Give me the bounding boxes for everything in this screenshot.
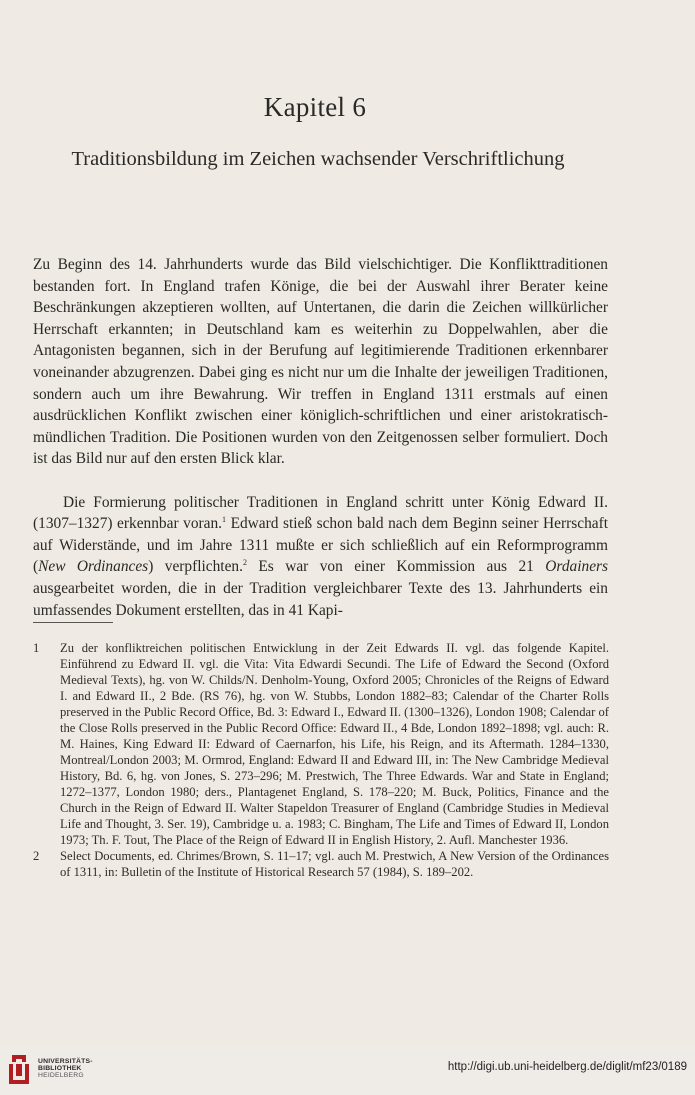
- footnote-2: [33, 848, 609, 880]
- library-name: UNIVERSITÄTS- BIBLIOTHEK HEIDELBERG: [38, 1058, 93, 1080]
- paragraph-2: Die Formierung politischer Traditionen in England schritt unter König Edward II. (1307–1327) erkennbar voran.$^1$ Edward stieß schon bald nach dem Beginn seiner Herrschaft auf Widerstände, und im Jahre 1311 mußte er sich schließlich auf ein Reformprogramm (New Ordinances) verpflichten.$^2$ Es war von einer Kommission aus 21 Ordainers ausgearbeitet worden, die in der Tradition vergleichbarer Texte des 13. Jahrhunderts ein umfassendes Dokument erstellten, das in 41 Kapi-: [33, 493, 609, 619]
- footnote-text: Select Documents, ed. Chrimes/Brown, S. 11–17; vgl. auch M. Prestwich, A New Version of the Ordinances of 1311, in: Bulletin of the Institute of Historical Research 57 (1984), S. 189–202.: [60, 849, 609, 879]
- footnotes: [33, 640, 609, 880]
- footnote-text: Zu der konfliktreichen politischen Entwicklung in der Zeit Edwards II. vgl. das folgende Kapitel. Einführend zu Edward II. vgl. die Vita: Vita Edwardi Secundi. The Life of Edward the Second (Oxford Medieval Texts), hg. von W. Childs/N. Denholm-Young, Oxford 2005; Chronicles of the Reigns of Edward I. and Edward II., 2 Bde. (RS 76), hg. von W. Stubbs, London 1882–83; Calendar of the Charter Rolls preserved in the Public Record Office, Bd. 3: Edward I., Edward II. (1300–1326), London 1908; Calendar of the Close Rolls preserved in the Public Record Office: Edward II., 4 Bde, London 1892–1898; vgl. auch: R. M. Haines, King Edward II: Edward of Caernarfon, his Life, his Reign, and its Aftermath. 1284–1330, Montreal/London 2003; M. Ormrod, England: Edward II and Edward III, in: The New Cambridge Medieval History, Bd. 6, hg. von Jones, S. 273–296; M. Prestwich, The Three Edwards. War and State in England; 1272–1377, London 1980; ders., Plantagenet England, S. 178–220; M. Buck, Politics, Finance and the Church in the Reign of Edward II. Walter Stapeldon Treasurer of England (Cambridge Studies in Medieval Life and Thought, 3. Ser. 19), Cambridge u. a. 1983; C. Bingham, The Life and Times of Edward II, London 1973; Th. F. Tout, The Place of the Reign of Edward II in English History, 2. Aufl. Manchester 1936.: [60, 641, 609, 847]
- footnote-number: 1: [33, 641, 40, 655]
- footnote-number: 2: [33, 849, 40, 863]
- footnote-ref-1[interactable]: 1: [222, 515, 227, 524]
- paragraph-1: Zu Beginn des 14. Jahrhunderts wurde das Bild vielschichtiger. Die Konflikttraditionen bestanden fort. In England trafen Könige, die bei der Auswahl ihrer Berater keine Beschränkungen akzeptieren wollten, auf Untertanen, die darin die Zeichen willkürlicher Herrschaft erkannten; in Deutschland kam es weiterhin zu Doppelwahlen, aber die Antagonisten begannen, sich in der Berufung auf legitimierende Traditionen erkennbarer voneinander abzugrenzen. Dabei ging es nicht nur um die Inhalte der jeweiligen Traditionen, sondern auch um ihre Bewahrung. Wir treffen in England 1311 erstmals auf einen ausdrücklichen Konflikt zwischen einer königlich-schriftlichen und einer aristokratisch-mündlichen Tradition. Die Positionen wurden von den Zeitgenossen selber formuliert. Doch ist das Bild nur auf den ersten Blick klar.: [33, 256, 608, 468]
- footnote-ref-2[interactable]: 2: [242, 558, 247, 568]
- library-logo-icon: [6, 1052, 32, 1086]
- permalink-url[interactable]: http://digi.ub.uni-heidelberg.de/diglit/mf23/0189: [447, 1061, 687, 1073]
- bleed-through-text: [60, 0, 660, 260]
- chapter-heading: Kapitel 6: [263, 92, 367, 122]
- viewer-footer: [0, 1045, 695, 1095]
- chapter-subtitle: Traditionsbildung im Zeichen wachsender Verschriftlichung: [71, 148, 565, 170]
- footnote-divider: [33, 622, 113, 623]
- footnote-1: [33, 640, 609, 848]
- body-text: [33, 254, 608, 621]
